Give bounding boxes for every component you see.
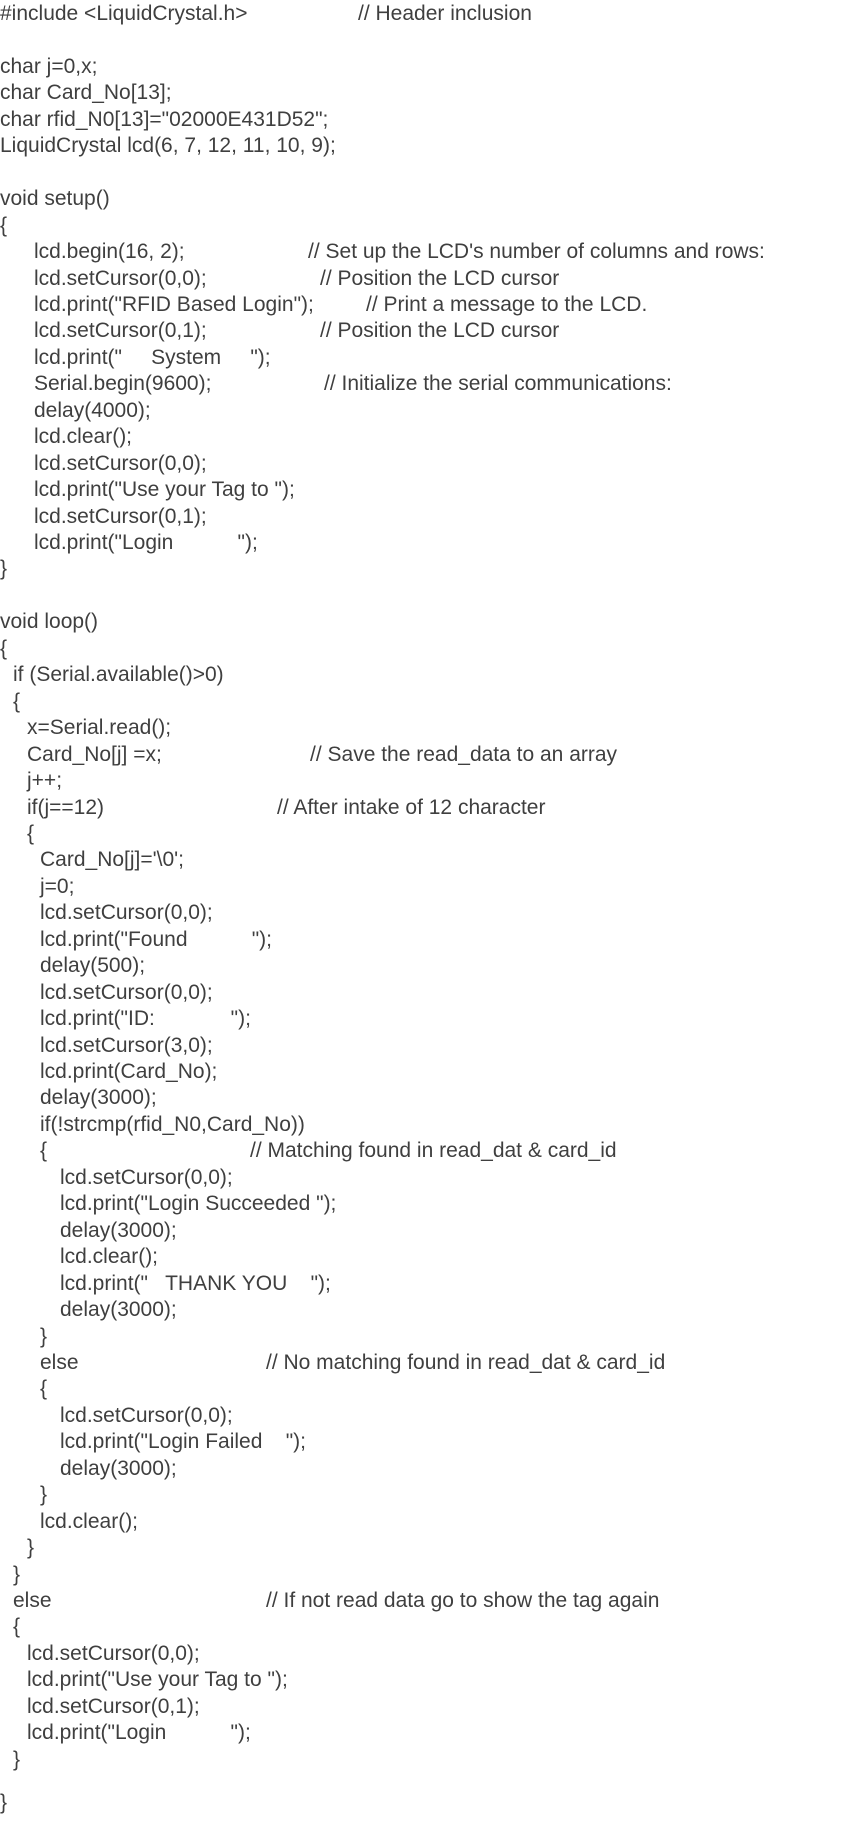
code-line: [0, 1085, 851, 1111]
code-text: lcd.print(" System ");: [34, 346, 271, 369]
code-comment: // Position the LCD cursor: [320, 319, 560, 342]
code-text: Serial.begin(9600);: [34, 372, 212, 395]
code-line: [0, 1165, 851, 1191]
code-text: lcd.print("Use your Tag to ");: [34, 478, 295, 501]
code-line: [0, 1, 851, 27]
code-line: [0, 398, 851, 424]
code-text: j++;: [27, 769, 63, 792]
code-text: }: [13, 1563, 21, 1586]
code-text: lcd.setCursor(0,0);: [34, 452, 207, 475]
code-text: lcd.setCursor(0,1);: [34, 505, 207, 528]
code-line: [0, 1138, 851, 1164]
code-line: [0, 689, 851, 715]
code-line: [0, 1482, 851, 1508]
code-text: lcd.clear();: [40, 1510, 139, 1533]
code-line: [0, 1614, 851, 1640]
code-line: [0, 874, 851, 900]
code-line: [0, 900, 851, 926]
code-line: [0, 213, 851, 239]
code-line: [0, 1667, 851, 1693]
code-text: lcd.setCursor(0,0);: [34, 267, 207, 290]
code-line: [0, 1112, 851, 1138]
code-line: [0, 186, 851, 212]
code-line: [0, 1747, 851, 1773]
code-comment: // Header inclusion: [358, 2, 532, 25]
code-line: [0, 1720, 851, 1746]
code-line: [0, 927, 851, 953]
code-comment: // Matching found in read_dat & card_id: [250, 1139, 617, 1162]
code-line: [0, 292, 851, 318]
code-line: [0, 1350, 851, 1376]
code-line: [0, 662, 851, 688]
code-comment: // After intake of 12 character: [277, 796, 546, 819]
code-text: if(j==12): [27, 796, 105, 819]
code-line: [0, 636, 851, 662]
code-text: delay(500);: [40, 954, 146, 977]
code-text: else: [40, 1351, 79, 1374]
code-line: [0, 530, 851, 556]
code-line: [0, 451, 851, 477]
code-line: [0, 160, 851, 186]
code-line: [0, 1324, 851, 1350]
code-text: LiquidCrystal lcd(6, 7, 12, 11, 10, 9);: [0, 134, 336, 157]
code-comment: // No matching found in read_dat & card_id: [266, 1351, 666, 1374]
code-text: lcd.print("Login Failed ");: [60, 1430, 307, 1453]
code-line: [0, 1456, 851, 1482]
code-line: [0, 27, 851, 53]
code-line: [0, 239, 851, 265]
code-text: lcd.setCursor(0,0);: [40, 901, 213, 924]
code-text: {: [13, 690, 21, 713]
code-text: lcd.print(Card_No);: [40, 1060, 218, 1083]
code-line: [0, 1059, 851, 1085]
code-line: [0, 609, 851, 635]
code-line: [0, 504, 851, 530]
code-text: char j=0,x;: [0, 55, 98, 78]
code-line: [0, 583, 851, 609]
code-line: [0, 371, 851, 397]
code-text: }: [0, 1791, 8, 1814]
code-text: {: [27, 822, 35, 845]
code-line: [0, 1588, 851, 1614]
code-line: [0, 424, 851, 450]
code-text: x=Serial.read();: [27, 716, 172, 739]
code-text: delay(3000);: [60, 1298, 177, 1321]
code-comment: // If not read data go to show the tag again: [266, 1589, 660, 1612]
code-text: {: [0, 637, 8, 660]
code-line: [0, 107, 851, 133]
code-text: lcd.setCursor(3,0);: [40, 1034, 213, 1057]
code-comment: // Initialize the serial communications:: [324, 372, 672, 395]
code-line: [0, 795, 851, 821]
code-text: {: [40, 1377, 48, 1400]
code-text: {: [13, 1615, 21, 1638]
code-text: {: [40, 1139, 48, 1162]
code-line: [0, 1006, 851, 1032]
code-comment: // Print a message to the LCD.: [366, 293, 648, 316]
code-text: {: [0, 214, 8, 237]
code-text: lcd.print("Login ");: [34, 531, 258, 554]
code-line: [0, 1244, 851, 1270]
code-line: [0, 1562, 851, 1588]
code-line: [0, 80, 851, 106]
code-comment: // Position the LCD cursor: [320, 267, 560, 290]
code-line: [0, 1218, 851, 1244]
code-line: [0, 477, 851, 503]
code-line: [0, 715, 851, 741]
code-line: [0, 742, 851, 768]
code-text: lcd.setCursor(0,0);: [60, 1404, 233, 1427]
code-line: [0, 980, 851, 1006]
code-line: [0, 1376, 851, 1402]
code-text: void setup(): [0, 187, 110, 210]
code-line: [0, 821, 851, 847]
code-line: [0, 1191, 851, 1217]
code-text: }: [13, 1748, 21, 1771]
code-line: [0, 54, 851, 80]
code-text: lcd.setCursor(0,1);: [34, 319, 207, 342]
code-text: if (Serial.available()>0): [13, 663, 224, 686]
code-text: lcd.clear();: [34, 425, 133, 448]
code-text: lcd.setCursor(0,0);: [60, 1166, 233, 1189]
code-line: [0, 318, 851, 344]
code-line: [0, 1429, 851, 1455]
code-text: char rfid_N0[13]="02000E431D52";: [0, 108, 329, 131]
code-text: lcd.setCursor(0,1);: [27, 1695, 200, 1718]
code-text: lcd.print("Found ");: [40, 928, 272, 951]
code-line: [0, 1641, 851, 1667]
code-line: [0, 768, 851, 794]
code-line: [0, 1535, 851, 1561]
code-text: delay(3000);: [40, 1086, 157, 1109]
code-text: Card_No[j]='\0';: [40, 848, 185, 871]
code-text: #include <LiquidCrystal.h>: [0, 2, 248, 25]
code-text: lcd.begin(16, 2);: [34, 240, 185, 263]
code-text: if(!strcmp(rfid_N0,Card_No)): [40, 1113, 305, 1136]
code-text: }: [40, 1483, 48, 1506]
code-line: [0, 1033, 851, 1059]
code-line: [0, 1790, 851, 1816]
code-text: Card_No[j] =x;: [27, 743, 162, 766]
code-text: lcd.print("Use your Tag to ");: [27, 1668, 288, 1691]
code-text: delay(3000);: [60, 1457, 177, 1480]
code-text: lcd.print("Login ");: [27, 1721, 251, 1744]
code-text: }: [40, 1325, 48, 1348]
code-text: void loop(): [0, 610, 99, 633]
code-line: [0, 345, 851, 371]
code-text: j=0;: [40, 875, 75, 898]
code-comment: // Set up the LCD's number of columns and rows:: [308, 240, 765, 263]
code-line: [0, 556, 851, 582]
code-line: [0, 847, 851, 873]
code-text: lcd.print("Login Succeeded ");: [60, 1192, 337, 1215]
code-line: [0, 1297, 851, 1323]
code-text: char Card_No[13];: [0, 81, 172, 104]
code-text: else: [13, 1589, 52, 1612]
code-text: lcd.print(" THANK YOU ");: [60, 1272, 331, 1295]
code-text: delay(4000);: [34, 399, 151, 422]
code-line: [0, 133, 851, 159]
code-line: [0, 1271, 851, 1297]
code-line: [0, 1694, 851, 1720]
code-text: }: [27, 1536, 35, 1559]
code-text: lcd.print("ID: ");: [40, 1007, 251, 1030]
code-comment: // Save the read_data to an array: [310, 743, 618, 766]
code-line: [0, 266, 851, 292]
code-text: lcd.setCursor(0,0);: [40, 981, 213, 1004]
code-text: lcd.clear();: [60, 1245, 159, 1268]
code-text: delay(3000);: [60, 1219, 177, 1242]
code-text: }: [0, 557, 8, 580]
code-text: lcd.print("RFID Based Login");: [34, 293, 314, 316]
code-line: [0, 1403, 851, 1429]
code-text: lcd.setCursor(0,0);: [27, 1642, 200, 1665]
code-line: [0, 1509, 851, 1535]
code-line: [0, 953, 851, 979]
